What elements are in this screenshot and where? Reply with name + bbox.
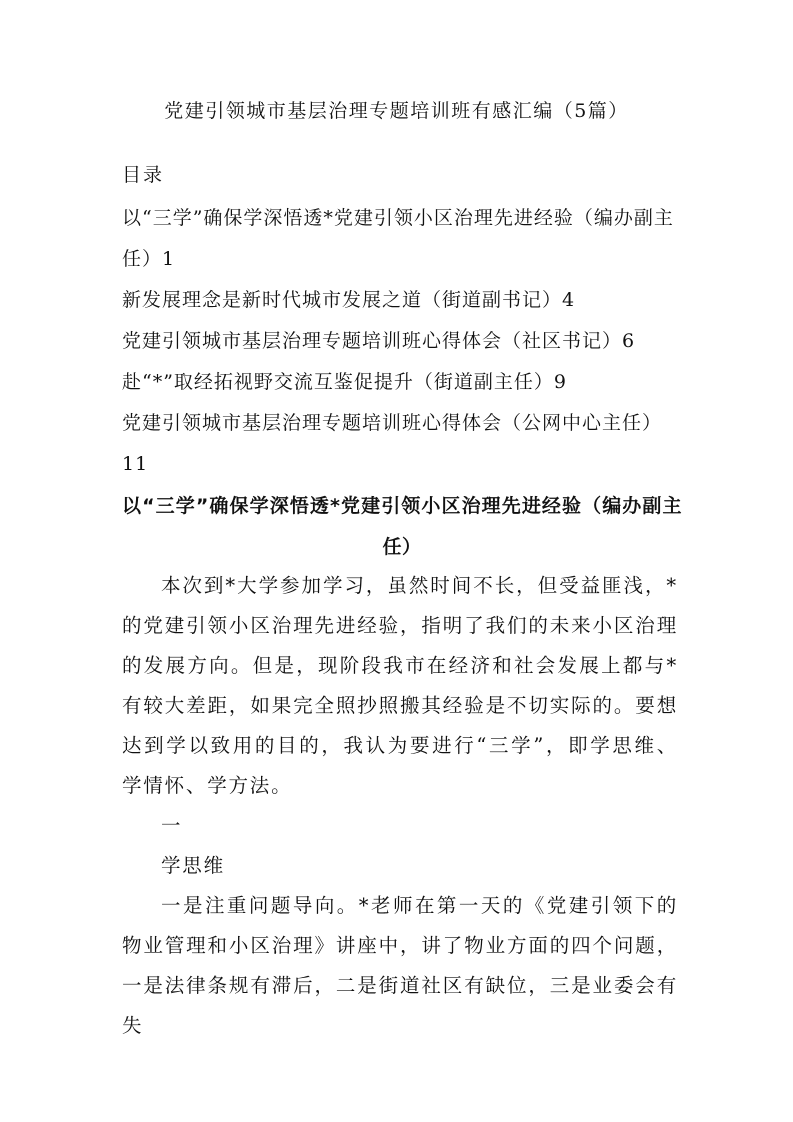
toc-heading: 目录 <box>122 164 165 186</box>
subsection-number: 一 <box>161 814 183 837</box>
document-title: 党建引领城市基层治理专题培训班有感汇编（5篇） <box>164 100 629 122</box>
table-of-contents <box>122 198 687 485</box>
paragraph: 一是注重问题导向。*老师在第一天的《党建引领下的物业管理和小区治理》讲座中，讲了物业方面的四个问题，一是法律条规有滞后，二是街道社区有缺位，三是业委会有失 <box>122 894 678 1037</box>
toc-entry[interactable]: 新发展理念是新时代城市发展之道（街道副书记）4 <box>122 289 576 311</box>
toc-entry[interactable]: 党建引领城市基层治理专题培训班心得体会（公网中心主任）11 <box>122 412 663 475</box>
toc-entry[interactable]: 党建引领城市基层治理专题培训班心得体会（社区书记）6 <box>122 330 636 352</box>
toc-entry[interactable]: 赴“*”取经拓视野交流互鉴促提升（街道副主任）9 <box>122 371 568 393</box>
toc-entry[interactable]: 以“三学”确保学深悟透*党建引领小区治理先进经验（编办副主任）1 <box>122 207 674 270</box>
subsection-heading: 学思维 <box>161 854 225 877</box>
paragraph: 本次到*大学参加学习，虽然时间不长，但受益匪浅，*的党建引领小区治理先进经验，指明了我们的未来小区治理的发展方向。但是，现阶段我市在经济和社会发展上都与*有较大差距，如果完全照抄照搬其经验是不切实际的。要想达到学以致用的目的，我认为要进行“三学”，即学思维、学情怀、学方法。 <box>122 574 678 797</box>
body-text <box>122 566 678 1046</box>
section-heading: 以“三学”确保学深悟透*党建引领小区治理先进经验（编办副主任） <box>122 495 682 558</box>
